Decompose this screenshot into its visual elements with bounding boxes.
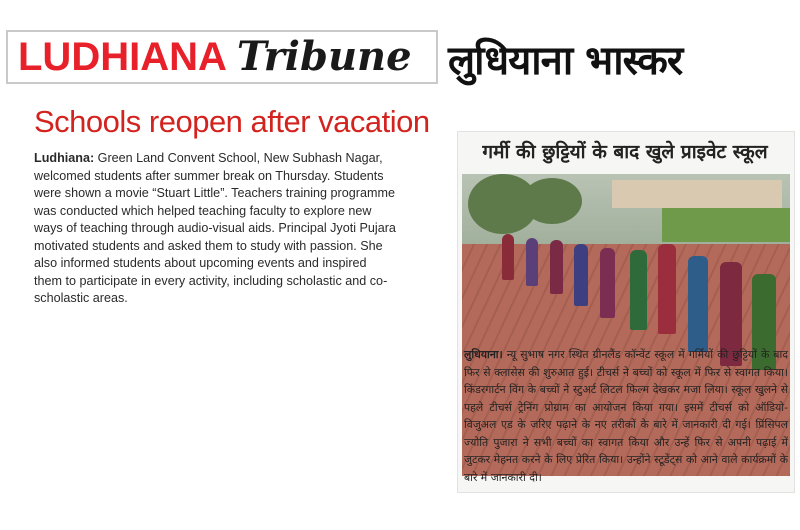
bhaskar-article [458, 132, 794, 492]
bhaskar-article-body [464, 346, 788, 486]
bhaskar-headline: गर्मी की छुट्टियों के बाद खुले प्राइवेट स्कूल [482, 141, 768, 163]
tribune-headline: Schools reopen after vacation [34, 104, 430, 139]
school-building [612, 180, 782, 208]
tribune-body-text: Green Land Convent School, New Subhash Nagar, welcomed students after summer break on Thursday. Students were shown a movie “Stuart Little”. Teachers training programme was conducted which helped teaching faculty to explore new ways of teaching through audio-visual aids. Principal Jyoti Pujara motivated students and asked them to study with passion. She also informed students about upcoming events and inspired them to participate in every activity, including scholastic and co-scholastic areas. [34, 151, 396, 305]
tribune-masthead [6, 30, 438, 84]
tree [522, 178, 582, 224]
tribune-dateline: Ludhiana: [34, 151, 95, 165]
child-figure [658, 244, 676, 334]
bhaskar-masthead-title: लुधियाना भास्कर [448, 38, 683, 84]
child-figure [526, 238, 538, 286]
child-figure [574, 244, 588, 306]
masthead-city: LUDHIANA [18, 35, 227, 79]
child-figure [502, 234, 514, 280]
masthead-name: Tribune [236, 33, 412, 80]
lawn [662, 208, 790, 242]
bhaskar-body-text: न्यू सुभाष नगर स्थित ग्रीनलैंड कॉन्वेंट स्कूल में गर्मियों की छुट्टियों के बाद फिर से क्लासेस की शुरुआत हुई। टीचर्स ने बच्चों को स्कूल में फिर से स्वागत किया। किंडरगार्टन विंग के बच्चों ने स्टुअर्ट लिटल फिल्म देखकर मजा लिया। स्कूल खुलने से पहले टीचर्स ट्रेनिंग प्रोग्राम का आयोजन किया गया। इसमें टीचर्स को ऑडियो-विजुअल एड के जरिए पढ़ाने के नए तरीकों के बारे में जानकारी दी गई। प्रिंसिपल ज्योति पुजारा ने सभी बच्चों का स्वागत किया और उन्हें फिर से अपनी पढ़ाई में जुटकर मेहनत करने के लिए प्रेरित किया। उन्होंने स्टूडेंट्स को आने वाले कार्यक्रमों के बारे में जानकारी दी। [464, 348, 788, 484]
child-figure [600, 248, 615, 318]
bhaskar-dateline: लुधियाना। [464, 348, 503, 361]
child-figure [630, 250, 647, 330]
child-figure [688, 256, 708, 352]
bhaskar-masthead [448, 36, 788, 106]
child-figure [550, 240, 563, 294]
tribune-article-body [34, 150, 396, 308]
